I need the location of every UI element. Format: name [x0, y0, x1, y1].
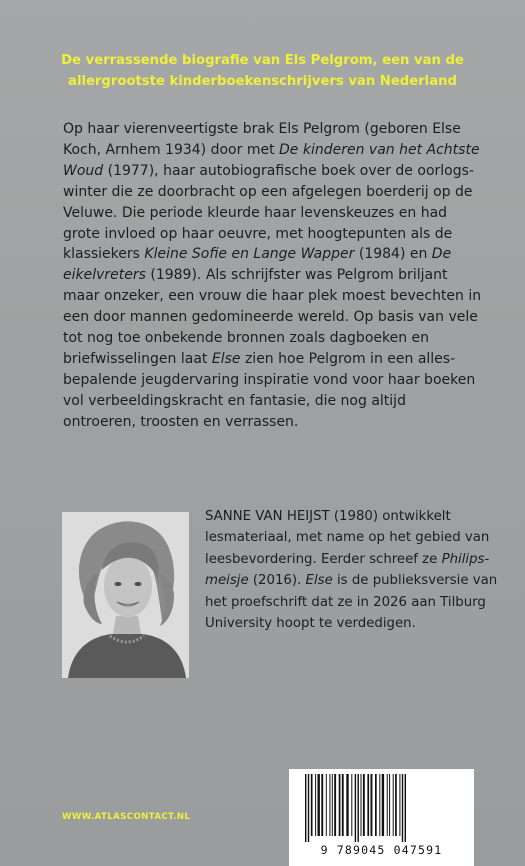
blurb-text-1: Op haar vierenveertigste brak Els Pelgrom (geboren Else Koch, Arnhem 1934) door met: [63, 121, 461, 158]
blurb-title-kleine-sofie: Kleine Sofie en Lange Wapper: [144, 246, 355, 263]
blurb-text-3: (1984) en: [354, 246, 432, 263]
publisher-website[interactable]: WWW.ATLASCONTACT.NL: [62, 812, 191, 822]
bio-text-3: is de publieksversie van het proefschrift dat ze in 2026 aan Tilburg University hoopt te verdedigen.: [205, 573, 498, 632]
bio-text-2: (2016).: [248, 573, 306, 589]
tagline-line-1: De verrassende biografie van Els Pelgrom, een van de: [61, 53, 464, 68]
book-blurb: [63, 119, 483, 433]
blurb-title-else: Else: [211, 350, 241, 367]
blurb-title-kinderen: De kinderen van het Achtste Woud: [63, 141, 480, 179]
tagline-line-2: allergrootste kinderboekenschrijvers van Nederland: [68, 74, 457, 89]
blurb-title-eikelvreters: De eikelvreters: [63, 246, 452, 284]
blurb-text-2: (1977), haar autobiografische boek over de oorlogswinter die ze doorbracht op een afgelegen boerderij op de Veluwe. Die periode kleurde haar levenskeuzes en had grote invloed op haar oeuvre, met hoogtepunten als de klassiekers: [63, 162, 474, 263]
bio-title-else: Else: [305, 573, 333, 589]
blurb-text-5: zien hoe Pelgrom in een allesbepalende jeugdervaring inspiratie vond voor haar boeken vol verbeeldingskracht en fantasie, die nog altijd ontroeren, troosten en verrassen.: [63, 350, 476, 430]
isbn-barcode: [289, 769, 474, 866]
tagline: [40, 50, 485, 92]
bio-title-philips-meisje: Philips-meisje: [205, 551, 490, 589]
isbn-number: 9 789045 047591: [320, 843, 443, 857]
author-photo: [62, 512, 189, 678]
barcode-bars: [303, 774, 460, 842]
author-portrait-illustration: [62, 512, 189, 678]
author-bio: [205, 506, 505, 634]
bio-text-1: SANNE VAN HEIJST (1980) ontwikkelt lesmateriaal, met name op het gebied van leesbevordering. Eerder schreef ze: [205, 509, 490, 567]
blurb-text-4: (1989). Als schrijfster was Pelgrom briljant maar onzeker, een vrouw die haar plek moest bevechten in een door mannen gedomineerde wereld. Op basis van vele tot nog toe onbekende bronnen zoals dagboeken en briefwisselingen laat: [63, 267, 482, 367]
